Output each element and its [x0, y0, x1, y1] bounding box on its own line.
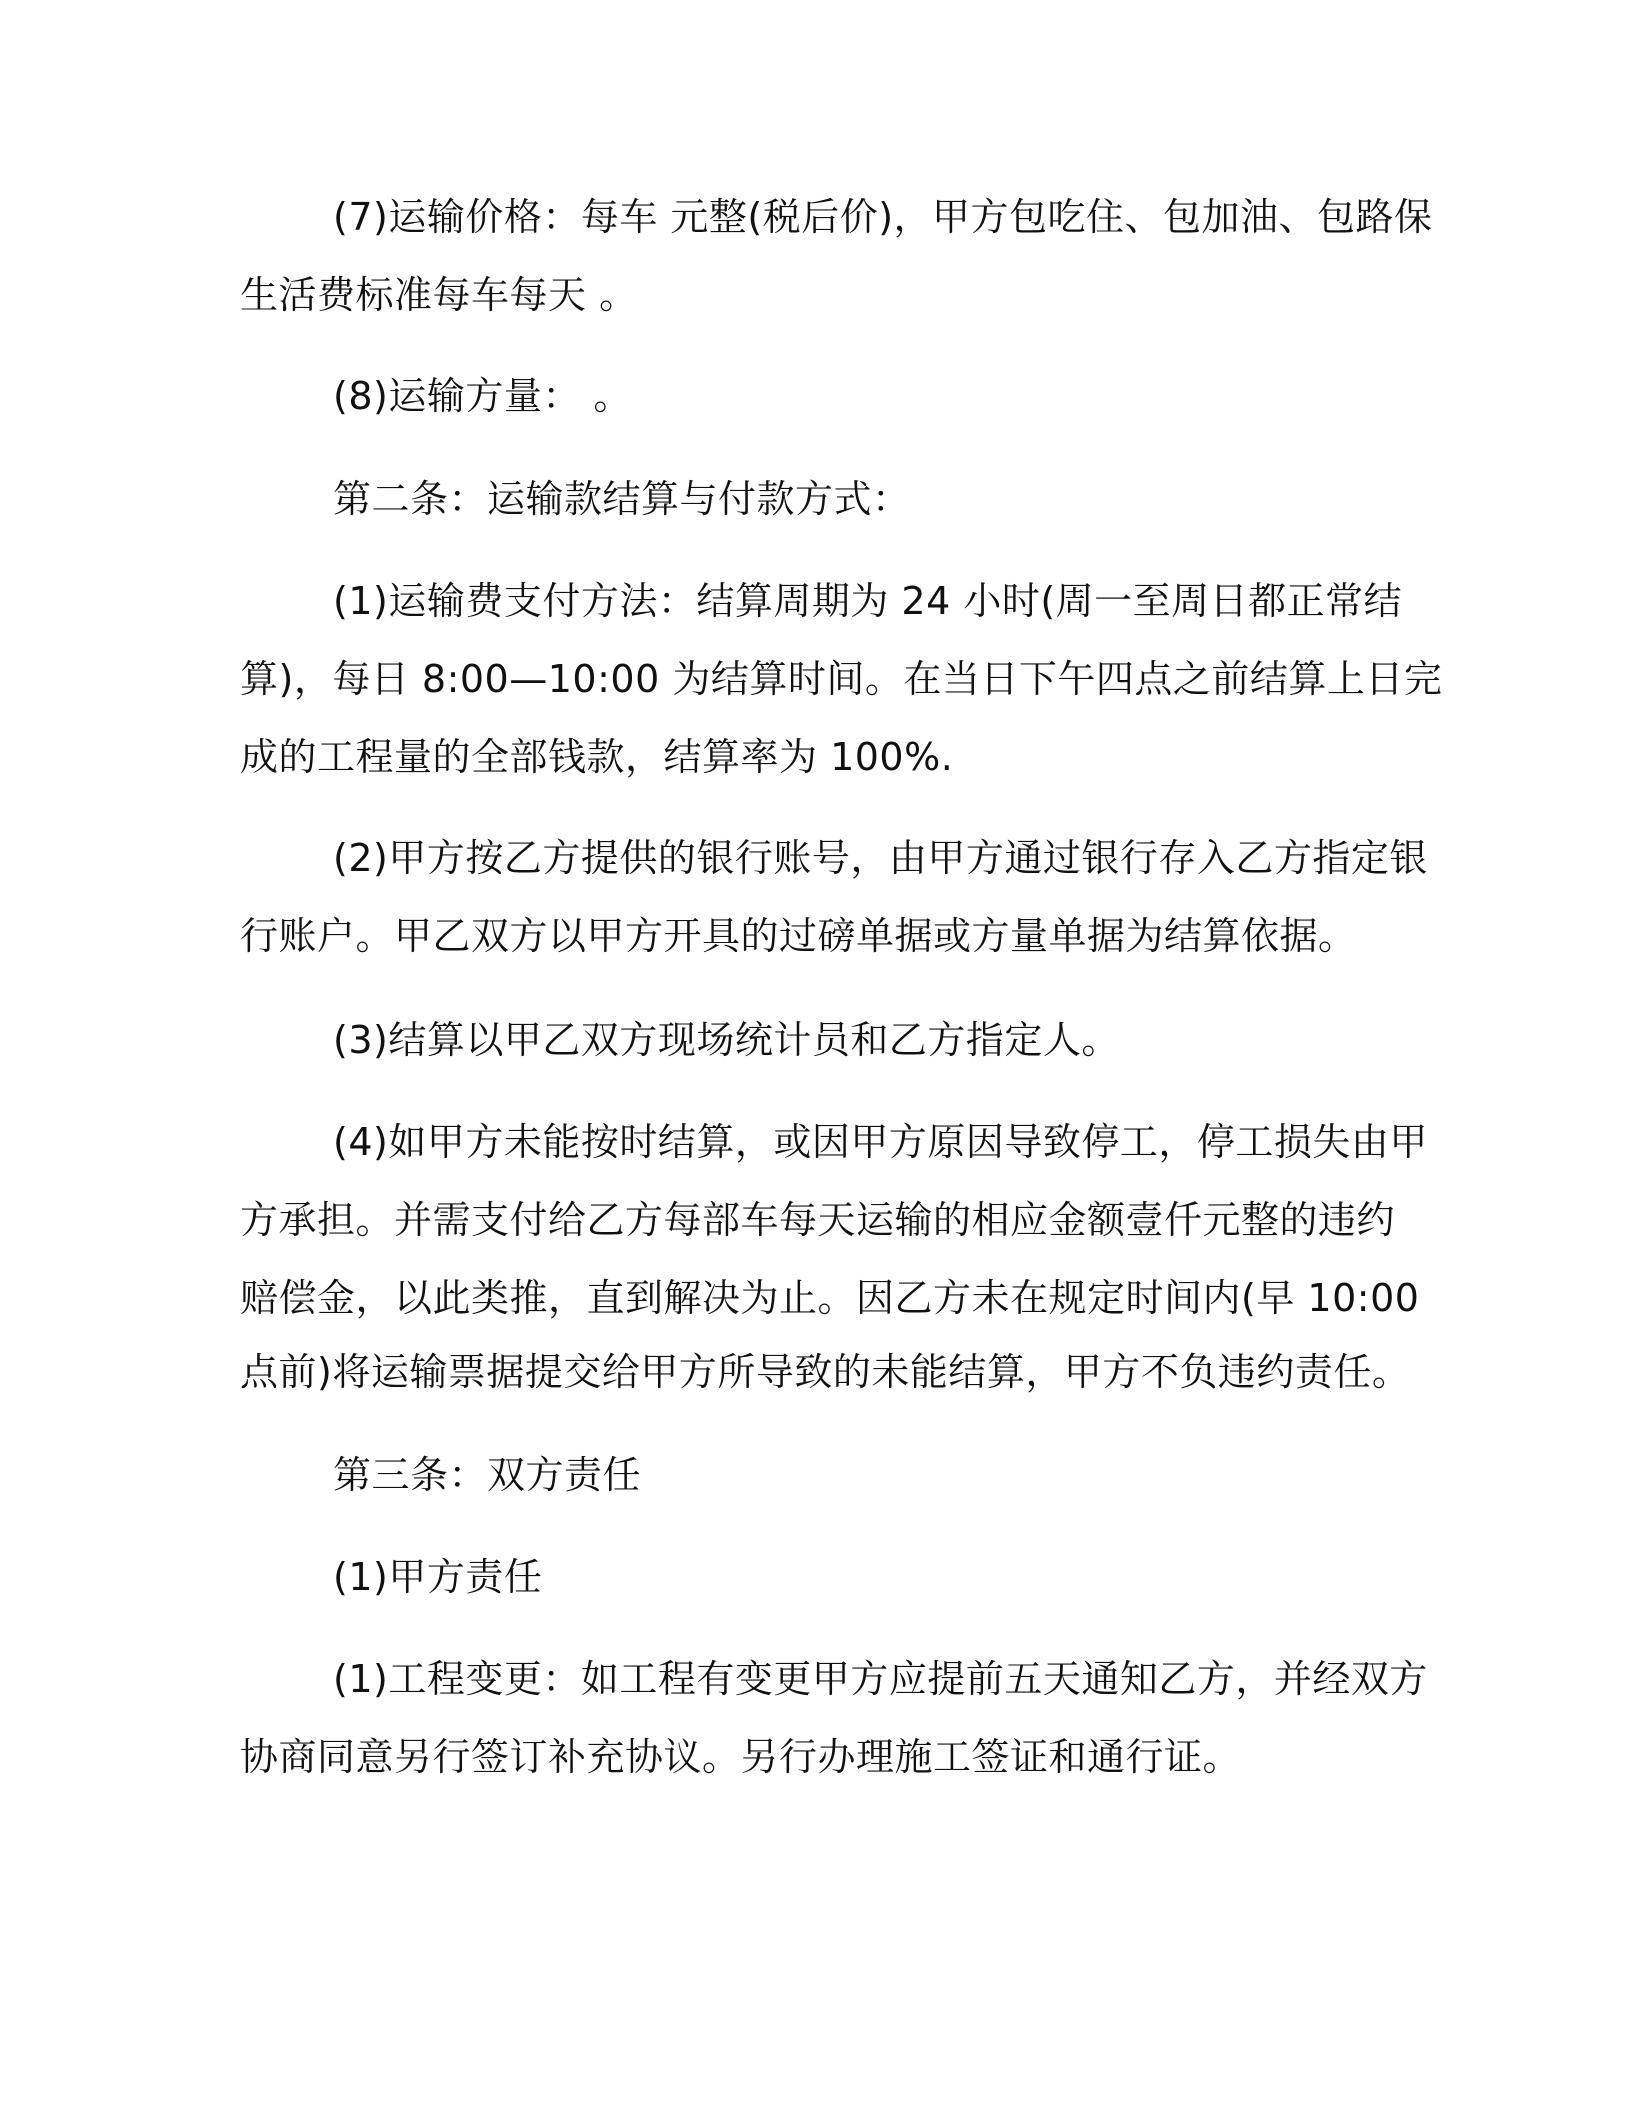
article-2-item-1-line-3: 成的工程量的全部钱款，结算率为 100%. [240, 735, 954, 779]
clause-8-volume: (8)运输方量： 。 [333, 374, 632, 418]
article-2-item-2-line-1: (2)甲方按乙方提供的银行账号，由甲方通过银行存入乙方指定银 [333, 836, 1428, 880]
article-2-item-2-line-2: 行账户。甲乙双方以甲方开具的过磅单据或方量单据为结算依据。 [240, 914, 1357, 958]
article-2-item-4-line-2: 方承担。并需支付给乙方每部车每天运输的相应金额壹仟元整的违约 [240, 1198, 1396, 1242]
party-a-responsibility-heading: (1)甲方责任 [333, 1555, 543, 1599]
article-2-item-1-line-1: (1)运输费支付方法：结算周期为 24 小时(周一至周日都正常结 [333, 579, 1403, 623]
article-2-item-3: (3)结算以甲乙双方现场统计员和乙方指定人。 [333, 1018, 1120, 1062]
engineering-change-line-1: (1)工程变更：如工程有变更甲方应提前五天通知乙方，并经双方 [333, 1657, 1428, 1701]
engineering-change-line-2: 协商同意另行签订补充协议。另行办理施工签证和通行证。 [240, 1735, 1242, 1779]
article-2-item-1-line-2: 算)，每日 8:00—10:00 为结算时间。在当日下午四点之前结算上日完 [240, 657, 1443, 701]
article-2-heading: 第二条：运输款结算与付款方式： [333, 477, 911, 521]
article-2-item-4-line-1: (4)如甲方未能按时结算，或因甲方原因导致停工，停工损失由甲 [333, 1120, 1428, 1164]
article-2-item-4-line-4: 点前)将运输票据提交给甲方所导致的未能结算，甲方不负违约责任。 [240, 1350, 1411, 1394]
article-3-heading: 第三条：双方责任 [333, 1453, 642, 1497]
clause-7-price-line-1: (7)运输价格：每车 元整(税后价)，甲方包吃住、包加油、包路保 [333, 195, 1433, 239]
clause-7-price-line-2: 生活费标准每车每天 。 [240, 273, 638, 317]
article-2-item-4-line-3: 赔偿金，以此类推，直到解决为止。因乙方未在规定时间内(早 10:00 [240, 1276, 1420, 1320]
